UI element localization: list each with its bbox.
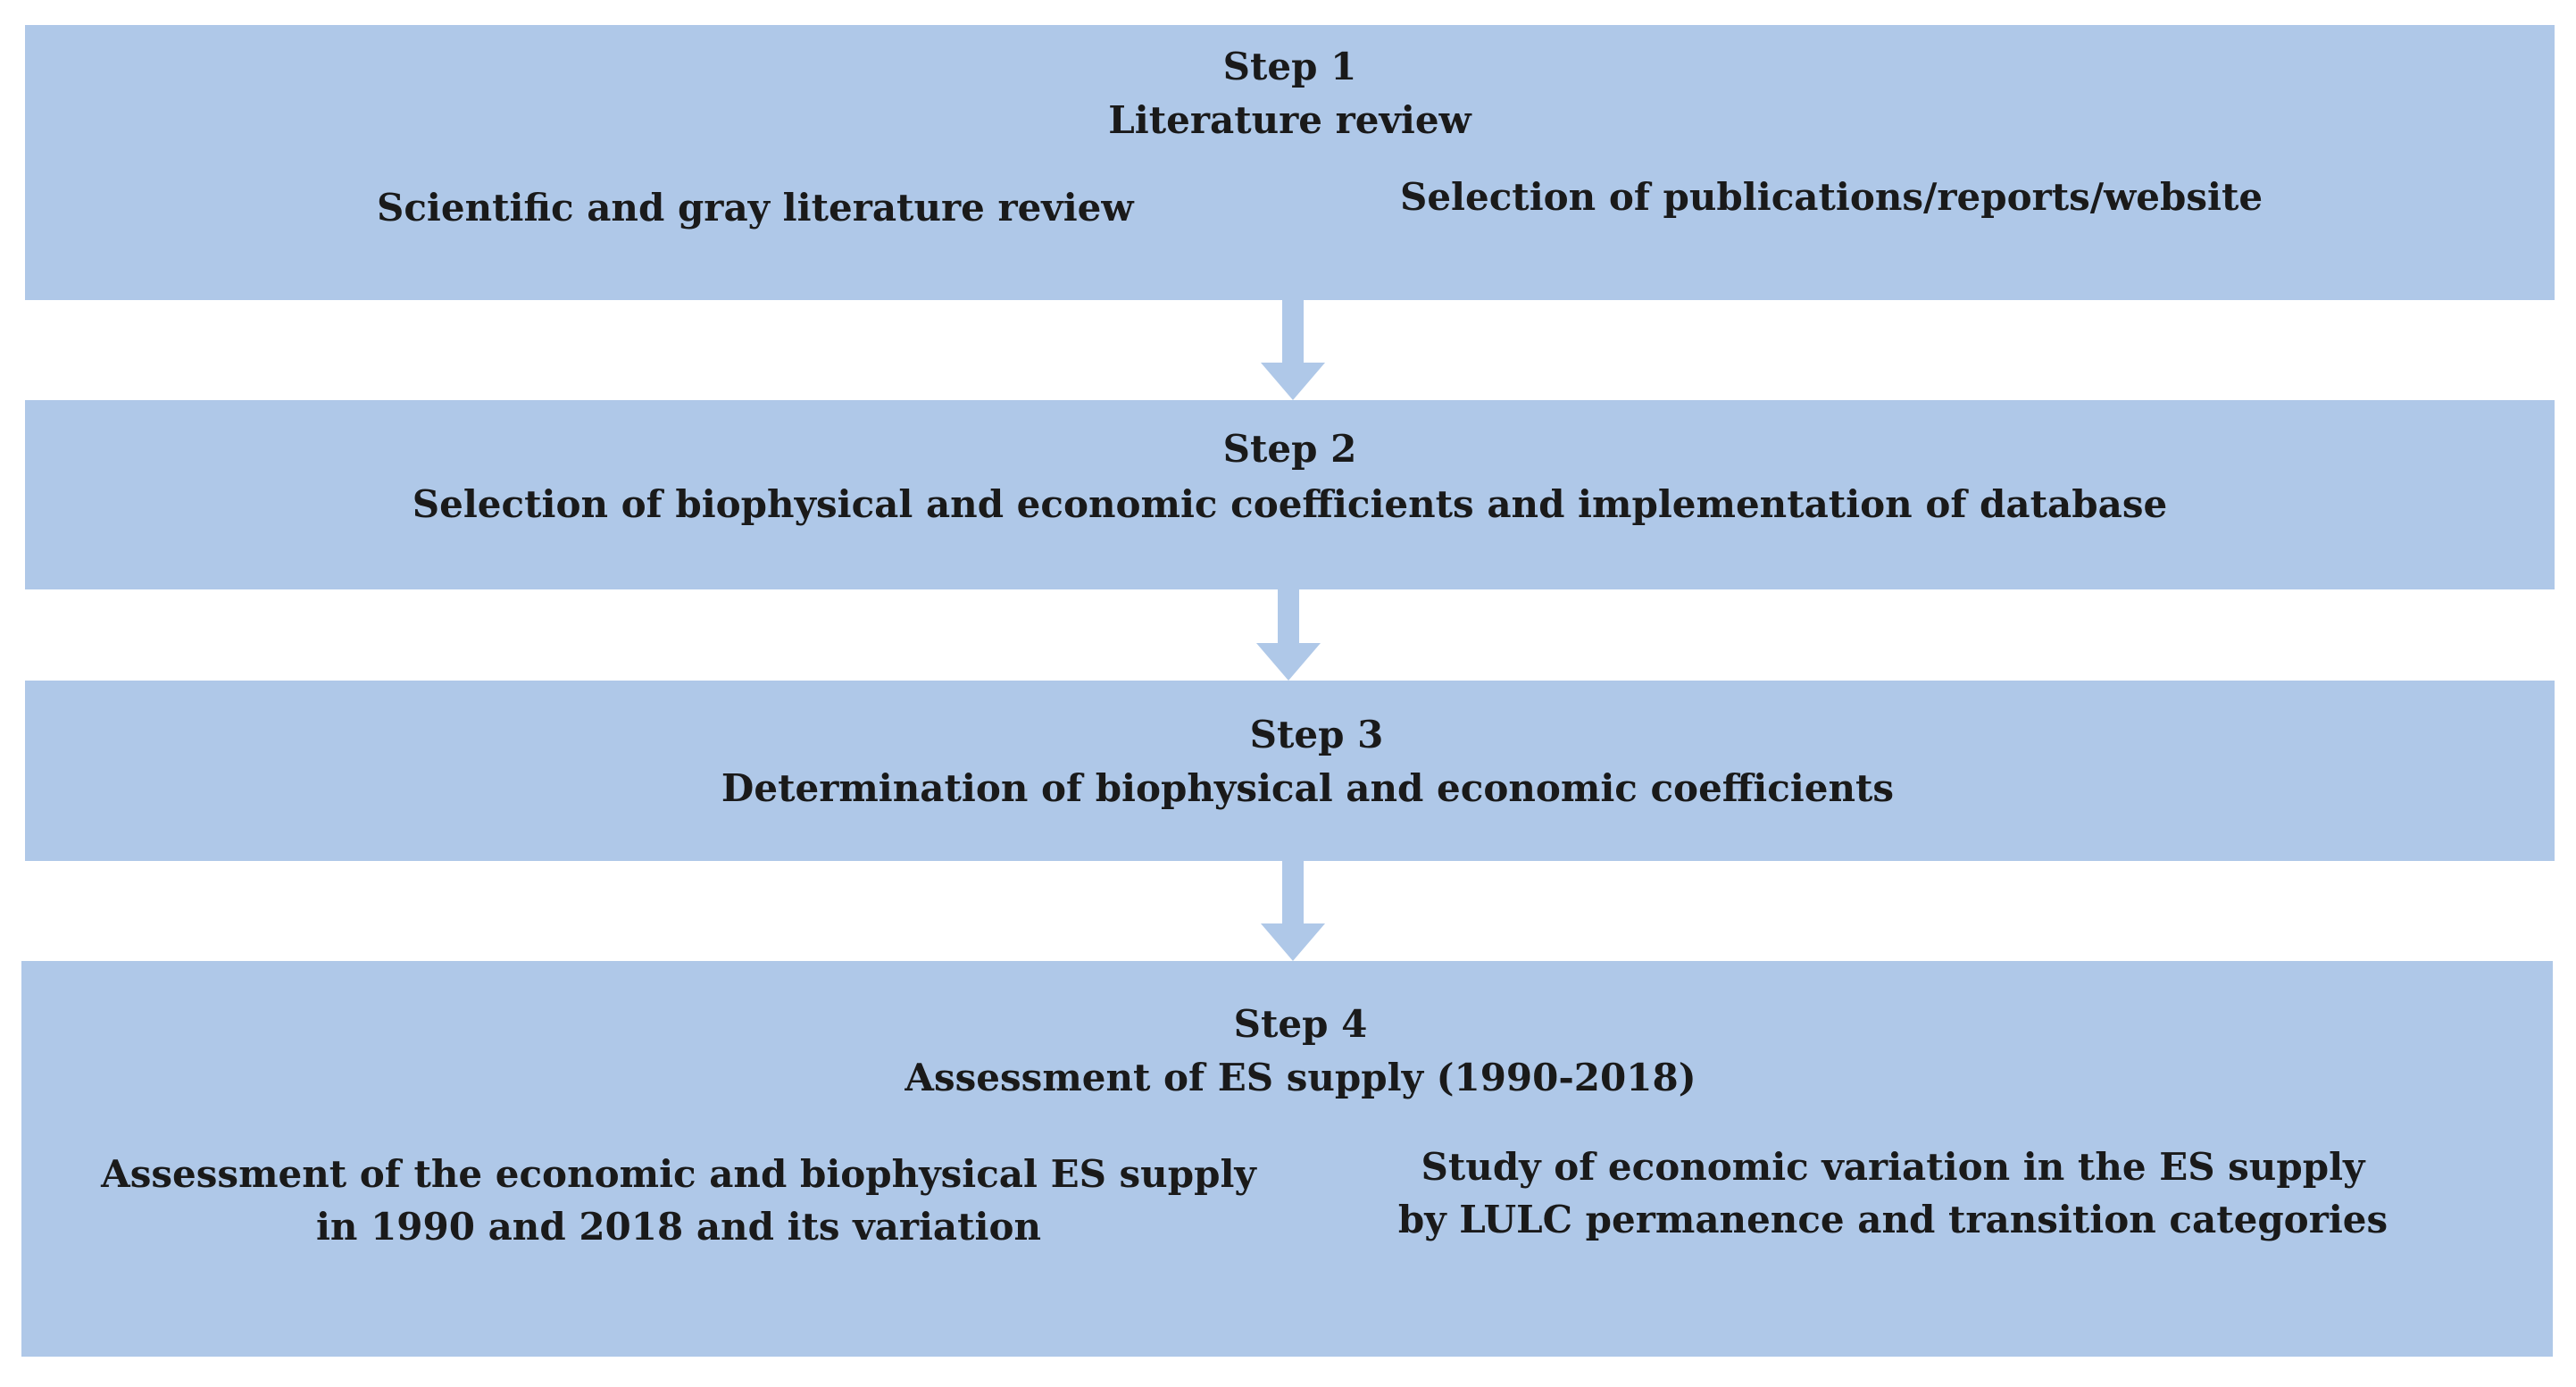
step-3-title: Determination of biophysical and economic coefficients [721,766,1895,810]
step-4-right-text-line2: by LULC permanence and transition categories [1397,1197,2388,1241]
step-2-title: Selection of biophysical and economic coefficients and implementation of database [412,482,2168,526]
down-arrow-1 [1261,300,1325,400]
step-2-number: Step 2 [1222,427,1357,471]
step-4-left-text-line2: in 1990 and 2018 and its variation [315,1204,1042,1249]
step-4-title: Assessment of ES supply (1990-2018) [905,1056,1696,1099]
step-4-left-text-line1: Assessment of the economic and biophysical ES supply [101,1152,1256,1196]
step-4-right-text-line1: Study of economic variation in the ES supply [1421,1145,2365,1189]
step-1-left-text: Scientific and gray literature review [377,186,1134,230]
step-4-number: Step 4 [1233,1002,1368,1046]
step-2-box [25,400,2555,589]
step-4-box [21,961,2553,1357]
step-1-title: Literature review [1108,98,1471,142]
step-3-box [25,681,2555,861]
step-1-right-text: Selection of publications/reports/website [1400,175,2263,219]
step-4-right-text-block [1393,1141,2393,1247]
down-arrow-2 [1256,589,1321,681]
step-1-number: Step 1 [1222,45,1357,88]
down-arrow-3 [1261,861,1325,961]
step-3-number: Step 3 [1249,713,1384,756]
step-4-left-text-block [98,1149,1259,1254]
step-1-box [25,25,2555,300]
